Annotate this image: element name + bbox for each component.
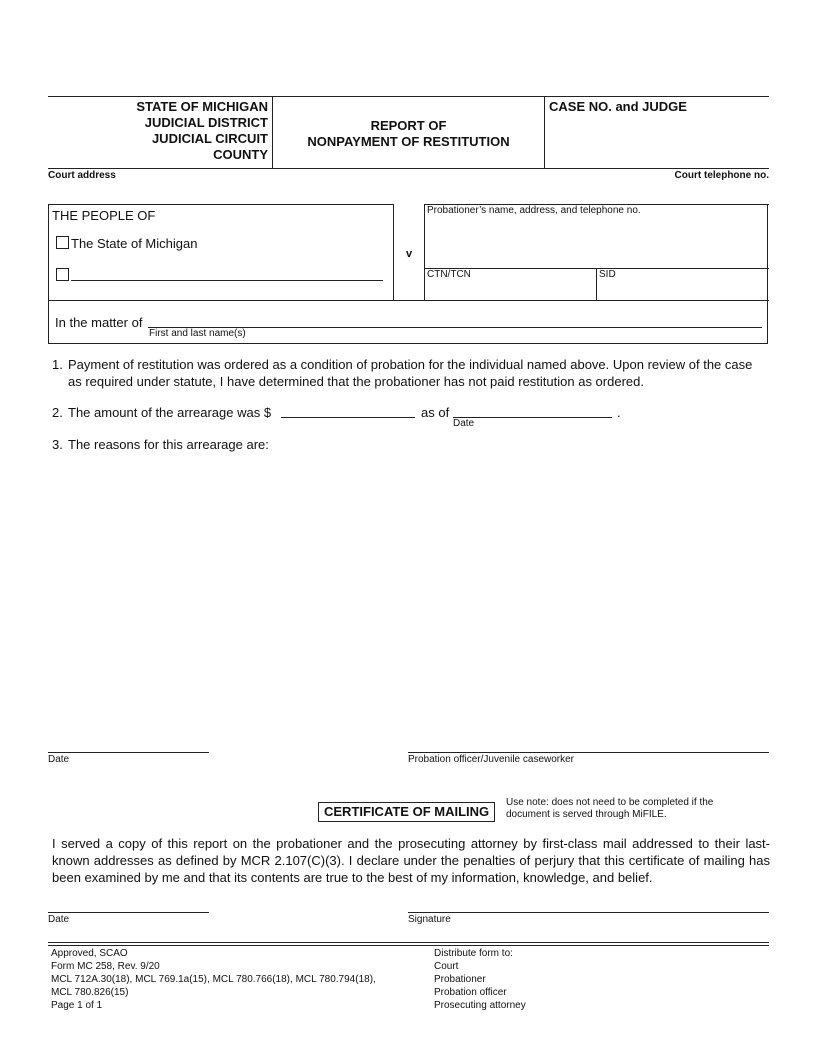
parties-top-left-rule <box>48 204 393 205</box>
header-top-rule <box>48 96 769 97</box>
arrearage-reasons-field[interactable] <box>68 456 768 740</box>
footer-left <box>51 947 376 1012</box>
other-party-field[interactable] <box>71 280 383 281</box>
state-option-label: The State of Michigan <box>71 236 198 251</box>
certificate-signature-label: Signature <box>408 914 451 925</box>
court-identification <box>52 99 268 163</box>
case-no-field[interactable] <box>546 116 768 166</box>
distribute-probation-officer: Probation officer <box>434 987 507 998</box>
item-2-period: . <box>617 405 621 420</box>
distribute-court: Court <box>434 961 459 972</box>
certificate-signature-field[interactable] <box>408 912 769 913</box>
sid-label: SID <box>599 269 616 280</box>
probationer-field[interactable] <box>426 219 767 267</box>
footer-mcl-line1: MCL 712A.30(18), MCL 769.1a(15), MCL 780.766(18), MCL 780.794(18), <box>51 974 376 985</box>
item-1-number: 1. <box>52 357 63 372</box>
item-2-as-of: as of <box>421 405 450 420</box>
certificate-use-note: Use note: does not need to be completed if the document is served through MiFILE. <box>506 797 714 820</box>
footer-approved: Approved, SCAO <box>51 948 128 959</box>
certificate-date-label: Date <box>48 914 70 925</box>
footer-distribution <box>434 947 526 1012</box>
form-title-line2: NONPAYMENT OF RESTITUTION <box>307 134 510 149</box>
court-state: STATE OF MICHIGAN <box>136 99 268 114</box>
sid-field[interactable] <box>598 282 767 299</box>
form-title-line1: REPORT OF <box>370 118 447 133</box>
item-2-prefix: The amount of the arrearage was $ <box>68 405 272 420</box>
distribute-prosecuting-attorney: Prosecuting attorney <box>434 1000 526 1011</box>
other-party-checkbox[interactable] <box>56 268 69 281</box>
header-bottom-rule <box>48 168 769 169</box>
parties-right-divider <box>424 204 425 300</box>
arrearage-amount-field[interactable] <box>281 417 415 418</box>
certificate-title: CERTIFICATE OF MAILING <box>318 802 495 822</box>
header-divider-2 <box>544 96 545 168</box>
footer-mcl-line2: MCL 780.826(15) <box>51 987 129 998</box>
court-county: COUNTY <box>213 147 268 162</box>
probationer-label: Probationer’s name, address, and telephone no. <box>427 205 641 216</box>
court-address-label: Court address <box>48 170 116 181</box>
ctn-field[interactable] <box>426 282 594 299</box>
report-date-label: Date <box>48 754 70 765</box>
distribute-label: Distribute form to: <box>434 948 513 959</box>
item-1 <box>52 356 772 390</box>
people-of-label: THE PEOPLE OF <box>52 208 156 223</box>
ctn-sid-divider <box>596 268 597 300</box>
certificate-body: I served a copy of this report on the probationer and the prosecuting attorney by first-class mail addressed to their last-known addresses as defined by MCR 2.107(C)(3). I declare under the penalties of perjury that this certificate of mailing has been examined by me and that its contents are true to the best of my information, knowledge, and belief. <box>52 836 770 885</box>
arrearage-date-field[interactable] <box>453 417 612 418</box>
footer-page: Page 1 of 1 <box>51 1000 103 1011</box>
court-district: JUDICIAL DISTRICT <box>144 115 268 130</box>
court-circuit: JUDICIAL CIRCUIT <box>151 131 268 146</box>
item-3-text: The reasons for this arrearage are: <box>68 437 269 452</box>
versus-label: v <box>405 248 413 260</box>
case-no-label: CASE NO. and JUDGE <box>549 99 687 114</box>
distribute-probationer: Probationer <box>434 974 486 985</box>
certificate-date-field[interactable] <box>48 912 209 913</box>
form-title <box>273 118 544 150</box>
matter-sublabel: First and last name(s) <box>149 328 246 339</box>
matter-label: In the matter of <box>55 315 143 330</box>
state-checkbox[interactable] <box>56 236 69 249</box>
item-2-date-label: Date <box>453 418 475 429</box>
item-2-number: 2. <box>52 405 63 420</box>
item-3-number: 3. <box>52 437 63 452</box>
officer-label: Probation officer/Juvenile caseworker <box>408 754 575 765</box>
footer-form-no: Form MC 258, Rev. 9/20 <box>51 961 160 972</box>
ctn-label: CTN/TCN <box>427 269 471 280</box>
footer-rule-2 <box>48 945 769 946</box>
item-1-text: Payment of restitution was ordered as a condition of probation for the individual named above. Upon review of the case as required under statute, I have determined that the probationer has not paid restitution as ordered. <box>68 357 753 389</box>
footer-rule-1 <box>48 942 769 943</box>
officer-signature-field[interactable] <box>408 752 769 753</box>
report-date-field[interactable] <box>48 752 209 753</box>
parties-matter-rule <box>48 300 769 301</box>
court-phone-label: Court telephone no. <box>674 170 769 181</box>
